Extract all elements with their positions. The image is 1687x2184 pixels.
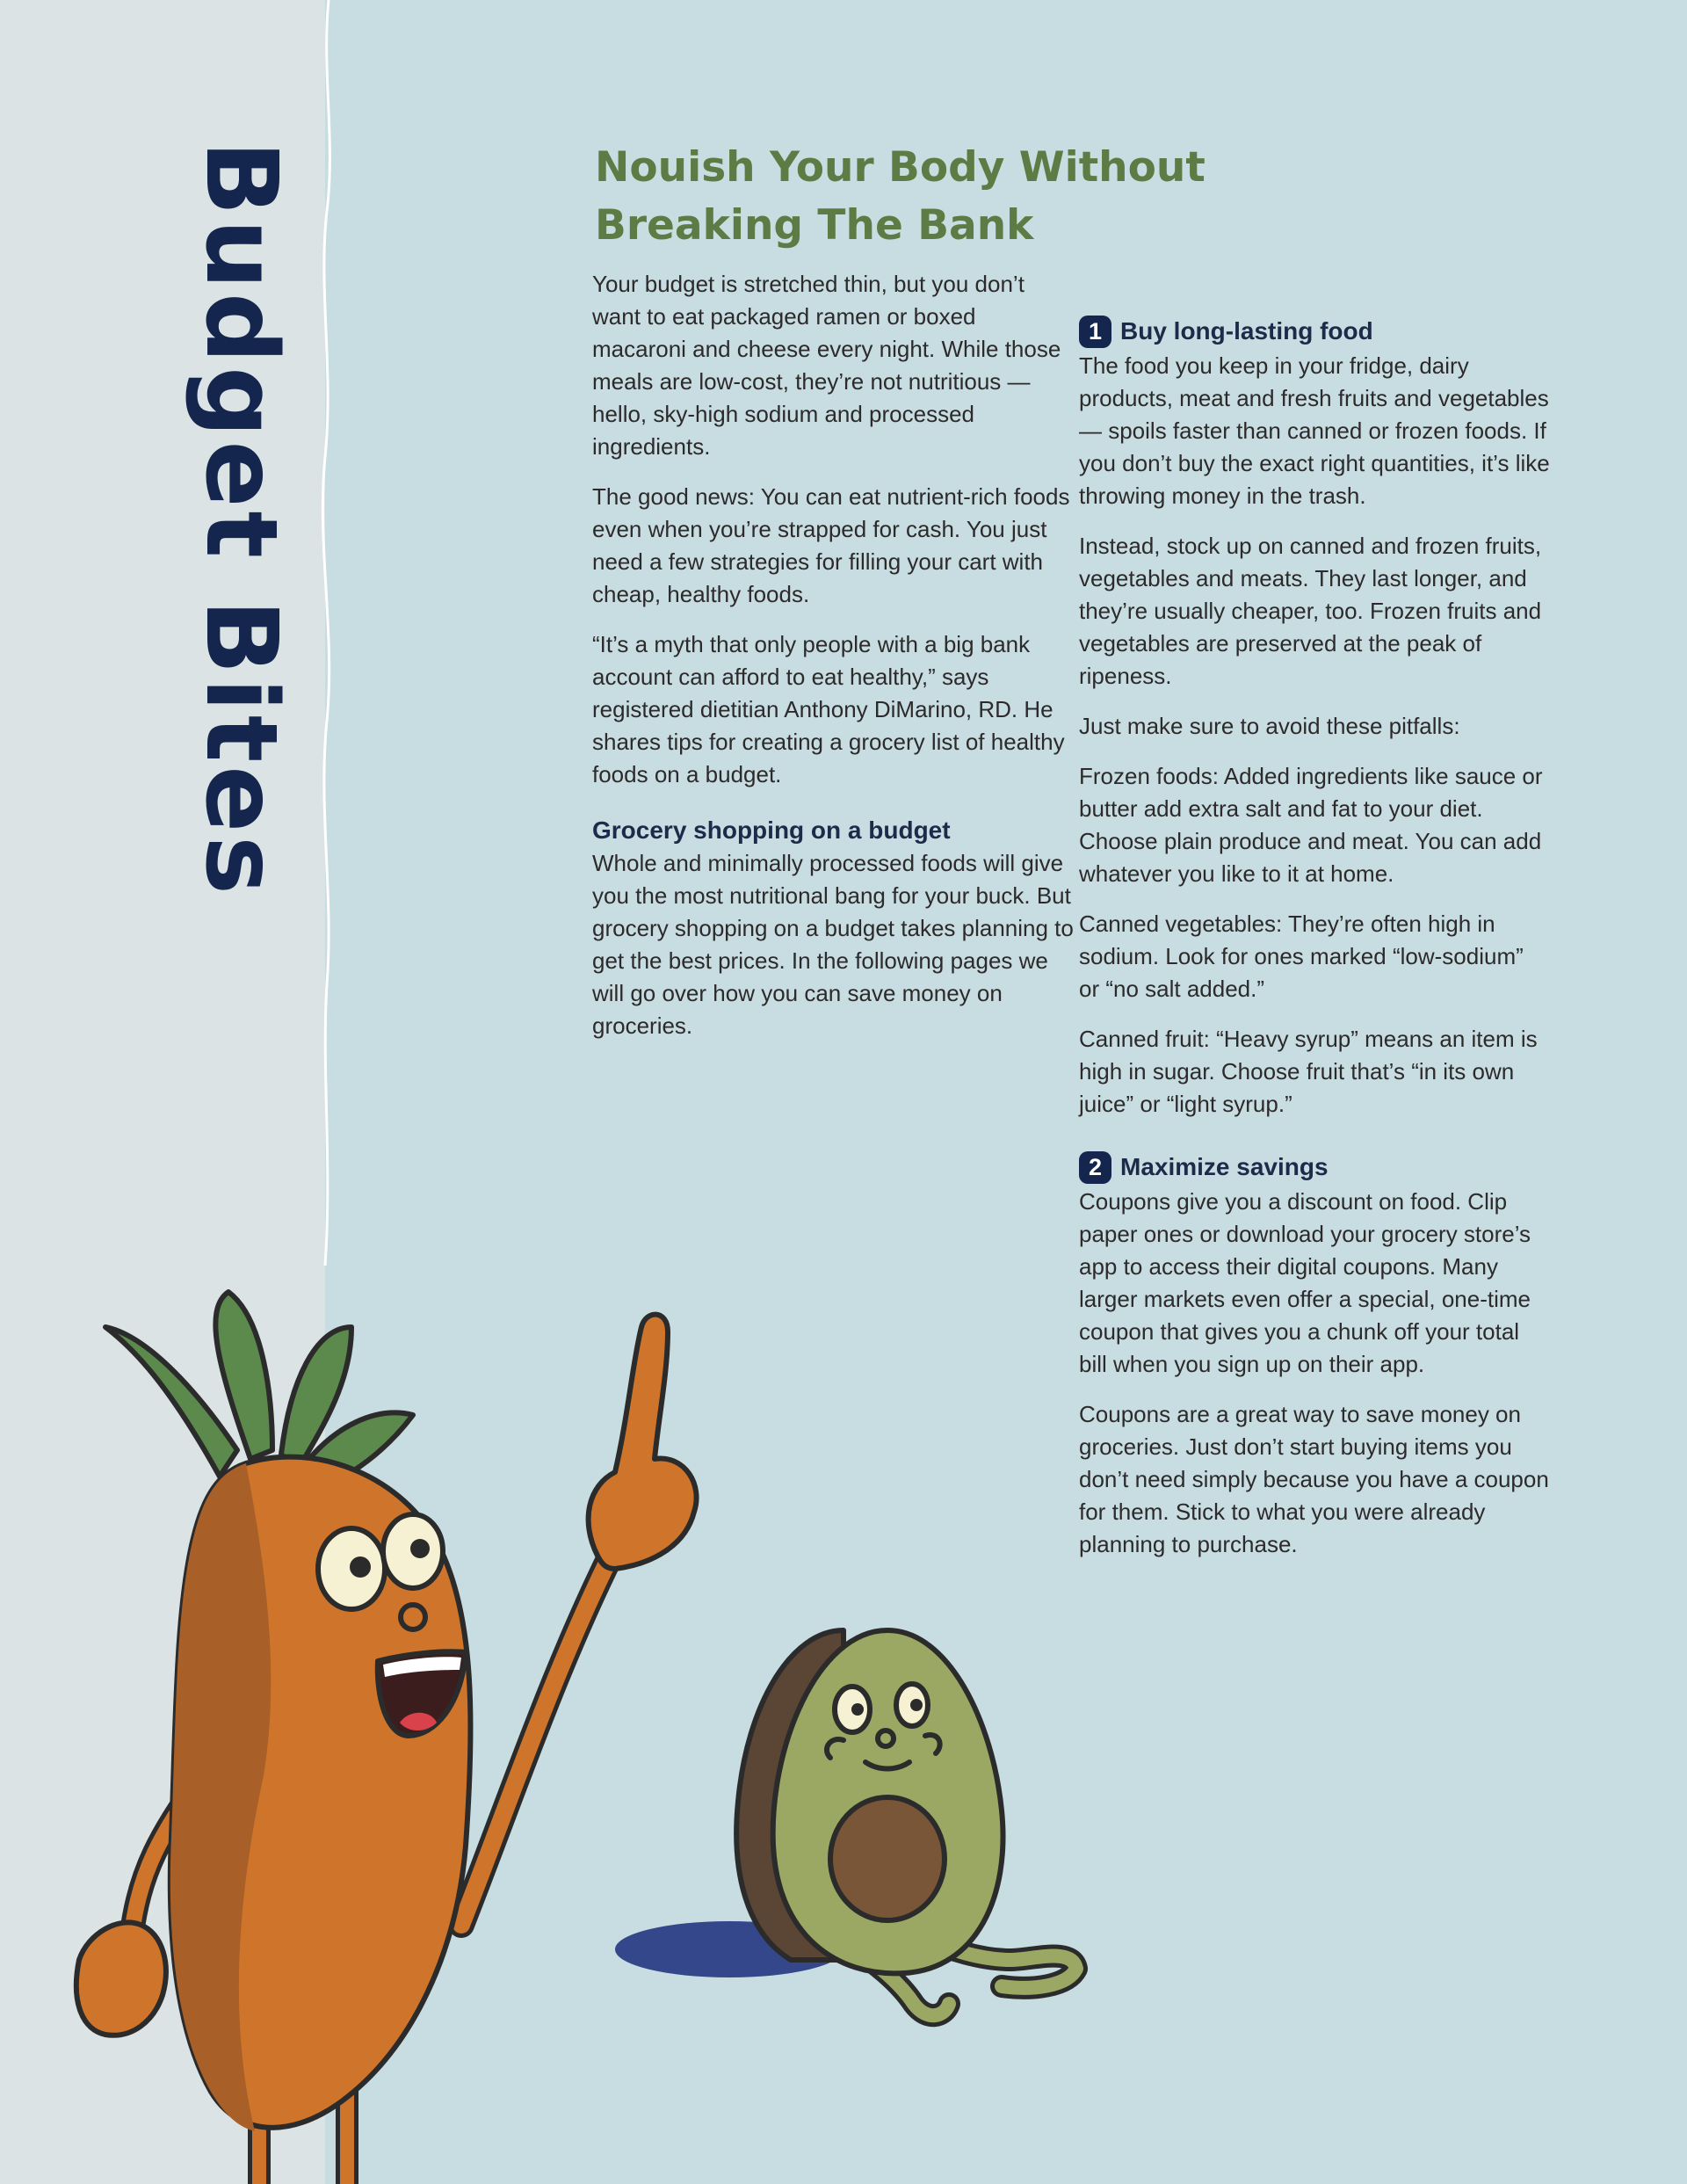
- side-title: Budget Bites: [184, 141, 298, 898]
- illustration-area: [0, 1230, 1687, 2184]
- left-column: [592, 268, 1075, 1060]
- avocado-character: [615, 1630, 1076, 2015]
- headline: Nouish Your Body Without Breaking The Bank: [595, 143, 1206, 250]
- pitfall-paragraph: Canned fruit: “Heavy syrup” means an item is high in sugar. Choose fruit that’s “in its own juice” or “light syrup.”: [1079, 1026, 1538, 1117]
- carrot-character: [76, 1292, 697, 2184]
- section-1-heading: Buy long-lasting food: [1120, 317, 1373, 345]
- number-badge-2: 2: [1079, 1151, 1111, 1184]
- grocery-heading: Grocery shopping on a budget: [592, 816, 951, 844]
- section-1-paragraph: Instead, stock up on canned and frozen fruits, vegetables and meats. They last longer, and they’re usually cheaper, too. Frozen fruits and vegetables are preserved at the peak of ripeness.: [1079, 533, 1542, 689]
- section-1-paragraph: The food you keep in your fridge, dairy products, meat and fresh fruits and vegetables — spoils faster than canned or frozen foods. If you don’t buy the exact right quantities, it’s like throwing money in the trash.: [1079, 352, 1550, 509]
- pitfall-paragraph: Canned vegetables: They’re often high in sodium. Look for ones marked “low-sodium” or “no salt added.”: [1079, 911, 1524, 1002]
- quote-paragraph: “It’s a myth that only people with a big bank account can afford to eat healthy,” says registered dietitian Anthony DiMarino, RD. He shares tips for creating a grocery list of healthy foods on a budget.: [592, 631, 1065, 787]
- grocery-paragraph: Whole and minimally processed foods will give you the most nutritional bang for your buck. But grocery shopping on a budget takes planning to get the best prices. In the following pages we will go over how you can save money on groceries.: [592, 850, 1074, 1039]
- intro-paragraph: Your budget is stretched thin, but you don’t want to eat packaged ramen or boxed macaroni and cheese every night. While those meals are low-cost, they’re not nutritious — hello, sky-high sodium and processed ingredients.: [592, 271, 1061, 460]
- section-1-header: [1079, 315, 1550, 348]
- section-2-paragraph: Coupons give you a discount on food. Clip paper ones or download your grocery store’s app to access their digital coupons. Many larger markets even offer a special, one-time coupon that gives you a chunk off your total bill when you sign up on their app.: [1079, 1188, 1531, 1377]
- wavy-line: [0, 0, 351, 1318]
- pitfall-paragraph: Frozen foods: Added ingredients like sauce or butter add extra salt and fat to your diet. Choose plain produce and meat. You can add whatever you like to it at home.: [1079, 763, 1543, 887]
- section-2-header: [1079, 1150, 1550, 1184]
- section-2-paragraph: Coupons are a great way to save money on groceries. Just don’t start buying items you don’t need simply because you have a coupon for them. Stick to what you were already planning to purchase.: [1079, 1401, 1549, 1557]
- number-badge-1: 1: [1079, 316, 1111, 348]
- intro-paragraph: The good news: You can eat nutrient-rich foods even when you’re strapped for cash. You just need a few strategies for filling your cart with cheap, healthy foods.: [592, 483, 1070, 607]
- section-2-heading: Maximize savings: [1120, 1153, 1329, 1180]
- section-1-paragraph: Just make sure to avoid these pitfalls:: [1079, 713, 1460, 739]
